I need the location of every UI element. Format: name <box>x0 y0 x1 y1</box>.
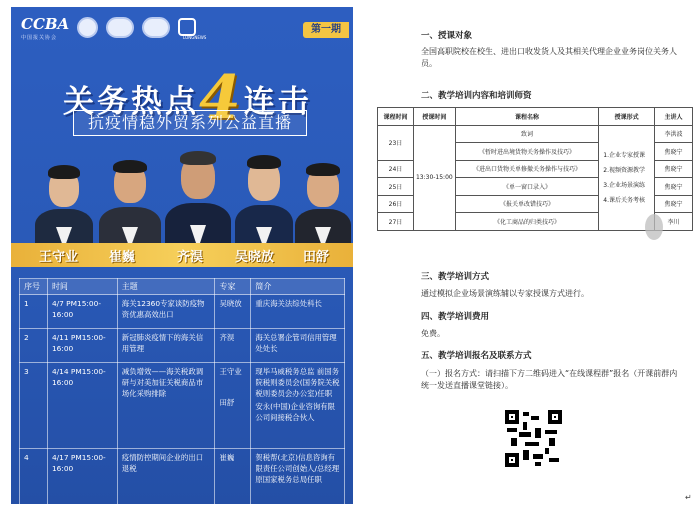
class-time: 13:30-15:00 <box>413 125 455 230</box>
course-row: 《暂时进出境货物关务操作及技巧》 焦晓宁 <box>378 143 693 161</box>
longnews-logo-text: LONGNEWS <box>183 35 207 40</box>
longnews-logo-icon <box>178 18 196 36</box>
schedule-header: 简介 <box>251 279 345 295</box>
course-row: 23日 13:30-15:00 致词 1.企业专家授课 2.视频资源教学 3.企业场景演练 4.课后关务考核 李洪波 <box>378 125 693 143</box>
schedule-header: 时间 <box>47 279 117 295</box>
section-1-title: 一、授课对象 <box>421 31 473 41</box>
schedule-header: 主题 <box>117 279 215 295</box>
speaker-name: 王守业 <box>39 250 79 265</box>
course-row: 24日 《进出口货物关单修撤关务操作与技巧》 焦晓宁 <box>378 160 693 178</box>
schedule-row: 1 4/7 PM15:00-16:00 海关12360专家谈防疫物资优惠高效出口 吴晓放 重庆海关法综处科长 <box>20 295 345 329</box>
course-table <box>377 107 693 231</box>
schedule-table <box>19 278 345 504</box>
section-4-text: 免费。 <box>421 329 445 338</box>
speaker-name-bar <box>11 243 353 267</box>
speaker-portraits <box>11 145 353 249</box>
partner-logo-2 <box>106 17 134 38</box>
logo-row <box>21 14 196 40</box>
training-document <box>365 0 700 507</box>
partner-logo-3 <box>142 17 170 38</box>
speaker-portrait-2 <box>99 153 161 249</box>
ccba-logo: CCBA 中国报关协会 <box>21 14 70 41</box>
section-4-title: 四、教学培训费用 <box>421 312 490 322</box>
teaching-forms: 1.企业专家授课 2.视频资源教学 3.企业场景演练 4.课后关务考核 <box>599 125 655 230</box>
schedule-header: 序号 <box>20 279 48 295</box>
speaker-name: 田舒 <box>303 250 330 265</box>
speaker-portrait-1 <box>35 157 93 249</box>
course-row: 27日 《化工商品的归类技巧》 李川 <box>378 213 693 231</box>
section-5-text: （一）报名方式：请扫描下方二维码进入“在线课程群”报名（开课前群内统一发送直播课堂链接）。 <box>421 369 678 390</box>
speaker-name: 吴晓放 <box>235 250 275 265</box>
section-5-title: 五、教学培训报名及联系方式 <box>421 351 532 361</box>
schedule-header-row <box>20 279 345 295</box>
schedule-row: 4 4/17 PM15:00-16:00 疫情防控期间企业的出口退税 崔巍 贺税帮(北京)信息咨询有限责任公司创始人/总经理 原国家税务总局任职 <box>20 449 345 505</box>
speaker-portrait-3 <box>165 145 231 249</box>
section-2-title: 二、教学培训内容和培训师资 <box>421 91 532 101</box>
schedule-row: 3 4/14 PM15:00-16:00 减负增效——海关税政调研与对美加征关税商品市场化采购排除 王守业 田舒 现毕马威税务总监 前国务院税则委员会(国务院关税税则委员会办公室)任职 安永(中国)企业咨询有限公司间接税合伙人 <box>20 363 345 449</box>
course-header-row: 课程时间 授课时间 课程名称 授课形式 主讲人 <box>378 108 693 126</box>
signup-qr-code[interactable] <box>505 410 562 467</box>
course-row: 26日 《报关单改错技巧》 焦晓宁 <box>378 195 693 213</box>
section-3-text: 通过模拟企业场景演练辅以专家授课方式进行。 <box>421 289 589 298</box>
speaker-portrait-5 <box>295 157 351 249</box>
speaker-name: 崔巍 <box>109 250 136 265</box>
speaker-portrait-4 <box>235 149 293 249</box>
event-poster <box>11 7 353 504</box>
paragraph-mark-icon: ↵ <box>685 493 692 502</box>
schedule-row: 2 4/11 PM15:00-16:00 新冠肺炎疫情下的海关信用管理 齐淏 海关总署企管司信用管理处处长 <box>20 329 345 363</box>
schedule-header: 专家 <box>215 279 251 295</box>
scroll-handle[interactable] <box>645 214 663 240</box>
poster-headline: 关务热点4连击 <box>63 63 312 133</box>
issue-badge: 第一期 <box>303 22 349 38</box>
speaker-name: 齐淏 <box>177 250 204 265</box>
poster-subtitle: 抗疫情稳外贸系列公益直播 <box>73 110 307 136</box>
course-row: 25日 《单一窗口录入》 焦晓宁 <box>378 178 693 196</box>
partner-logo-1 <box>77 17 98 38</box>
section-1-text: 全国高职院校在校生、进出口收发货人及其相关代理企业业务岗位关务人员。 <box>421 47 677 68</box>
section-3-title: 三、教学培训方式 <box>421 272 490 282</box>
